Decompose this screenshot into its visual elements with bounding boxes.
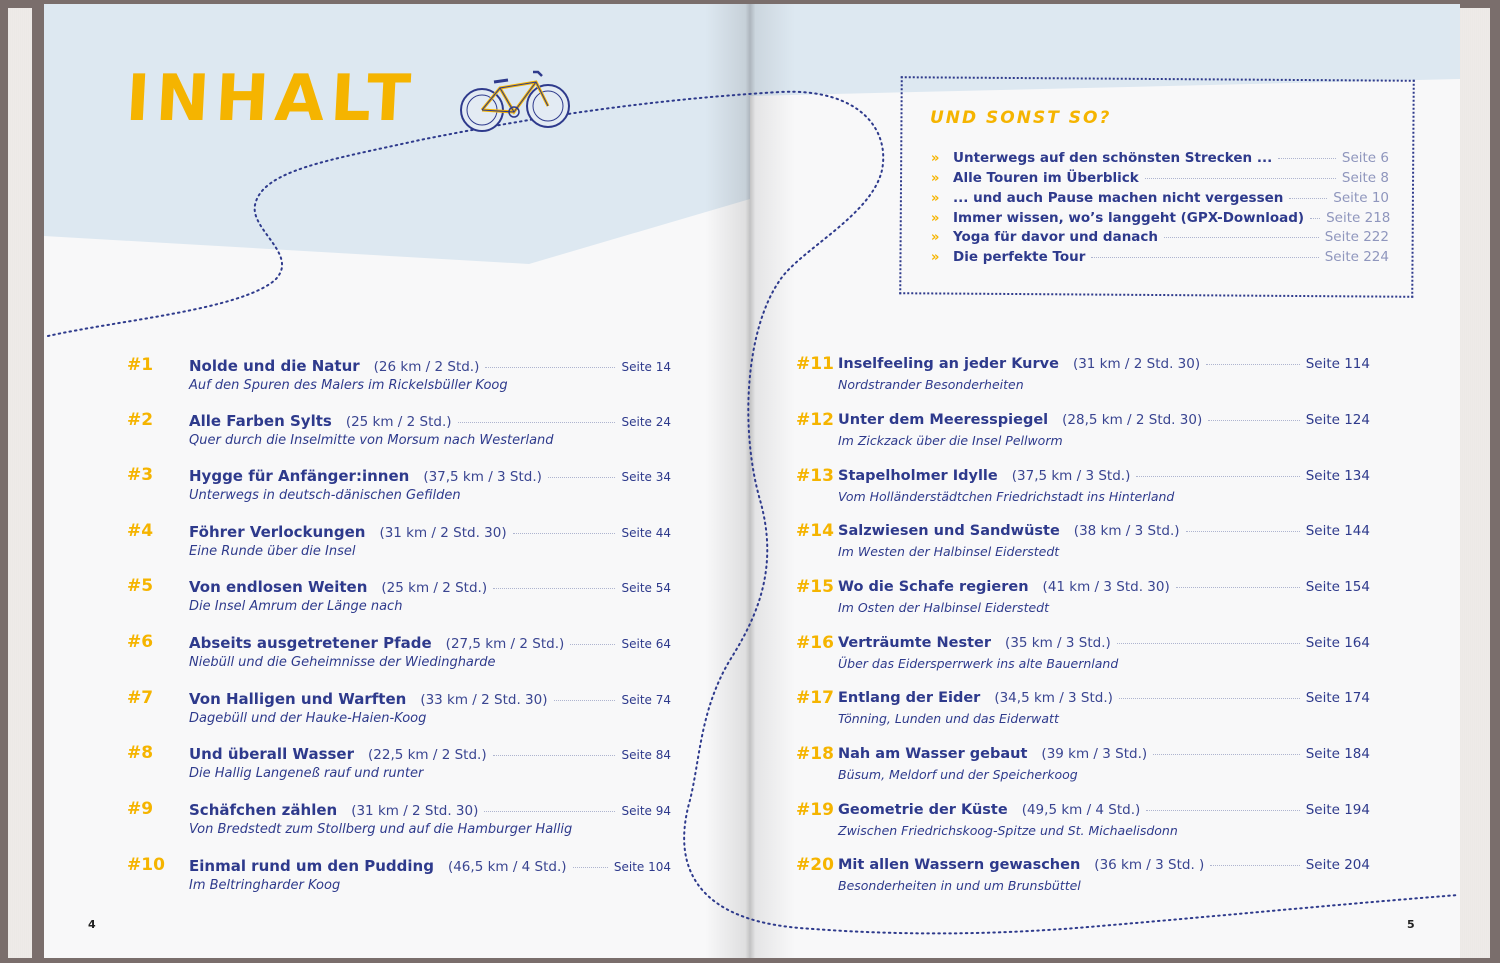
dot-leader (1289, 198, 1327, 199)
tour-meta: (31 km / 2 Std. 30) (379, 525, 507, 541)
tour-subtitle: Im Westen der Halbinsel Eiderstedt (838, 544, 1060, 559)
tour-entry[interactable] (796, 523, 1372, 567)
tour-entry[interactable] (796, 356, 1372, 400)
tour-entry[interactable] (796, 412, 1372, 456)
page-number-left: 4 (88, 918, 96, 931)
dot-leader (1153, 754, 1300, 755)
tour-page: Seite 164 (1305, 635, 1370, 651)
tour-entry[interactable] (796, 635, 1372, 679)
dot-leader (1164, 237, 1319, 238)
tour-subtitle: Im Beltringharder Koog (189, 878, 341, 893)
page-title: INHALT (124, 62, 419, 136)
extras-item-page: Seite 8 (1341, 170, 1389, 186)
page-edge-left (8, 8, 32, 958)
tour-meta: (28,5 km / 2 Std. 30) (1062, 412, 1203, 428)
dot-leader (1210, 865, 1299, 866)
tour-meta: (37,5 km / 3 Std.) (1011, 468, 1131, 484)
tour-entry[interactable] (796, 802, 1372, 846)
tour-title: Und überall Wasser (189, 745, 354, 763)
tour-page: Seite 184 (1305, 746, 1370, 762)
tour-page: Seite 34 (621, 470, 671, 484)
tour-subtitle: Besonderheiten in und um Brunsbüttel (838, 878, 1081, 893)
tour-title: Entlang der Eider (838, 690, 981, 706)
tour-number: #3 (127, 465, 154, 485)
dot-leader (1136, 476, 1299, 477)
tour-subtitle: Niebüll und die Geheimnisse der Wiedingharde (189, 655, 496, 670)
tour-page: Seite 174 (1305, 690, 1370, 706)
tour-title: Abseits ausgetretener Pfade (189, 634, 432, 652)
tour-meta: (39 km / 3 Std.) (1041, 746, 1148, 762)
tour-subtitle: Auf den Spuren des Malers im Rickelsbüller Koog (189, 378, 508, 393)
double-chevron-icon: » (931, 171, 940, 186)
tour-entry[interactable] (796, 746, 1372, 790)
tour-subtitle: Eine Runde über die Insel (189, 544, 356, 559)
dot-leader (570, 644, 615, 645)
dot-leader (485, 367, 615, 368)
tour-meta: (49,5 km / 4 Std.) (1021, 802, 1141, 818)
tour-number: #5 (127, 576, 154, 596)
tour-meta: (41 km / 3 Std. 30) (1042, 579, 1170, 595)
tour-meta: (34,5 km / 3 Std.) (994, 690, 1113, 706)
tour-entry[interactable] (127, 357, 677, 401)
tour-subtitle: Die Hallig Langeneß rauf und runter (189, 766, 424, 781)
extras-item[interactable] (931, 249, 1389, 269)
tour-entry[interactable] (127, 412, 677, 456)
tour-subtitle: Nordstrander Besonderheiten (838, 377, 1024, 392)
tour-page: Seite 204 (1305, 857, 1370, 873)
tour-title: Einmal rund um den Pudding (189, 857, 434, 875)
tour-number: #12 (796, 410, 834, 430)
double-chevron-icon: » (931, 230, 940, 245)
tour-number: #14 (796, 521, 834, 541)
tour-meta: (36 km / 3 Std. ) (1094, 857, 1205, 873)
tour-subtitle: Vom Holländerstädtchen Friedrichstadt ins Hinterland (838, 489, 1175, 504)
tour-number: #4 (127, 521, 154, 541)
extras-item[interactable] (931, 150, 1389, 170)
tour-meta: (37,5 km / 3 Std.) (423, 469, 542, 485)
dot-leader (548, 477, 616, 478)
tour-number: #16 (796, 633, 834, 653)
tour-subtitle: Quer durch die Inselmitte von Morsum nach Westerland (189, 433, 554, 448)
tour-number: #20 (796, 855, 834, 875)
dot-leader (493, 588, 615, 589)
tour-page: Seite 64 (621, 637, 671, 651)
tour-page: Seite 144 (1305, 523, 1370, 539)
tour-entry[interactable] (127, 578, 677, 622)
tour-subtitle: Zwischen Friedrichskoog-Spitze und St. Michaelisdonn (838, 823, 1178, 838)
tour-subtitle: Die Insel Amrum der Länge nach (189, 599, 403, 614)
tour-title: Schäfchen zählen (189, 801, 338, 819)
dot-leader (554, 700, 616, 701)
tour-number: #1 (127, 355, 154, 375)
tour-title: Inselfeeling an jeder Kurve (838, 356, 1059, 372)
dot-leader (573, 867, 608, 868)
extras-item[interactable] (931, 210, 1389, 230)
extras-title: UND SONST SO? (930, 108, 1112, 128)
extras-item[interactable] (931, 170, 1389, 190)
tour-subtitle: Von Bredstedt zum Stollberg und auf die Hamburger Hallig (189, 822, 573, 837)
tour-number: #10 (127, 855, 165, 875)
tour-meta: (27,5 km / 2 Std.) (445, 636, 565, 652)
tour-page: Seite 114 (1305, 356, 1370, 372)
tour-number: #15 (796, 577, 834, 597)
extras-item-label: Unterwegs auf den schönsten Strecken ... (953, 150, 1273, 166)
tour-meta: (35 km / 3 Std.) (1005, 635, 1111, 651)
header-band-left (44, 4, 750, 274)
tour-number: #9 (127, 799, 154, 819)
dot-leader (1145, 178, 1336, 179)
tour-entry[interactable] (127, 523, 677, 567)
tour-page: Seite 94 (621, 804, 671, 818)
tour-subtitle: Im Osten der Halbinsel Eiderstedt (838, 600, 1049, 615)
tour-title: Alle Farben Sylts (189, 412, 332, 430)
tour-page: Seite 54 (621, 581, 671, 595)
dot-leader (1146, 810, 1299, 811)
dot-leader (1117, 643, 1300, 644)
tour-title: Nolde und die Natur (189, 357, 360, 375)
tour-number: #18 (796, 744, 834, 764)
tour-title: Unter dem Meeresspiegel (838, 412, 1049, 428)
tour-entry[interactable] (127, 801, 677, 845)
extras-item-label: Immer wissen, wo’s langgeht (GPX-Download) (953, 210, 1305, 226)
tour-title: Salzwiesen und Sandwüste (838, 523, 1060, 539)
dot-leader (484, 811, 615, 812)
extras-item-page: Seite 218 (1326, 210, 1391, 226)
tour-entry[interactable] (127, 690, 677, 734)
tour-meta: (25 km / 2 Std.) (381, 580, 488, 596)
tour-entry[interactable] (796, 690, 1372, 734)
tour-meta: (25 km / 2 Std.) (345, 414, 452, 430)
dot-leader (1310, 218, 1320, 219)
double-chevron-icon: » (931, 211, 940, 226)
tour-subtitle: Über das Eidersperrwerk ins alte Bauernland (838, 656, 1119, 671)
tour-title: Nah am Wasser gebaut (838, 746, 1028, 762)
extras-item[interactable] (931, 190, 1389, 210)
double-chevron-icon: » (931, 250, 940, 265)
tour-entry[interactable] (127, 857, 677, 901)
dot-leader (513, 533, 616, 534)
dot-leader (1208, 420, 1299, 421)
tour-page: Seite 104 (613, 860, 671, 874)
tour-subtitle: Dagebüll und der Hauke-Haien-Koog (189, 711, 427, 726)
page-edge-right (1460, 8, 1490, 958)
tour-subtitle: Büsum, Meldorf und der Speicherkoog (838, 767, 1078, 782)
tour-page: Seite 124 (1305, 412, 1370, 428)
extras-item-label: Yoga für davor und danach (953, 229, 1159, 245)
dot-leader (1119, 698, 1300, 699)
tour-number: #19 (796, 800, 834, 820)
page-number-right: 5 (1407, 918, 1415, 931)
tour-number: #2 (127, 410, 154, 430)
dot-leader (1091, 257, 1318, 258)
tour-title: Hygge für Anfänger:innen (189, 467, 410, 485)
extras-item-page: Seite 6 (1341, 150, 1389, 166)
tour-page: Seite 24 (621, 415, 671, 429)
tour-number: #13 (796, 466, 834, 486)
extras-item-label: Die perfekte Tour (953, 249, 1086, 265)
tour-entry[interactable] (127, 745, 677, 789)
tour-page: Seite 84 (621, 748, 671, 762)
tour-entry[interactable] (796, 468, 1372, 512)
tour-meta: (38 km / 3 Std.) (1073, 523, 1180, 539)
dot-leader (1186, 531, 1300, 532)
tour-page: Seite 14 (621, 360, 671, 374)
extras-item-page: Seite 10 (1333, 190, 1389, 206)
extras-item-page: Seite 224 (1324, 249, 1389, 265)
tour-meta: (31 km / 2 Std. 30) (1072, 356, 1201, 372)
tour-number: #11 (796, 354, 834, 374)
tour-meta: (22,5 km / 2 Std.) (368, 747, 487, 763)
extras-item[interactable] (931, 229, 1389, 249)
tour-title: Föhrer Verlockungen (189, 523, 366, 541)
tour-page: Seite 134 (1305, 468, 1370, 484)
tour-meta: (31 km / 2 Std. 30) (351, 803, 479, 819)
tour-title: Wo die Schafe regieren (838, 579, 1029, 595)
tour-number: #6 (127, 632, 154, 652)
tour-title: Verträumte Nester (838, 635, 992, 651)
tour-subtitle: Tönning, Lunden und das Eiderwatt (838, 711, 1059, 726)
tour-subtitle: Unterwegs in deutsch-dänischen Gefilden (189, 488, 461, 503)
tour-page: Seite 154 (1305, 579, 1370, 595)
tour-entry[interactable] (796, 857, 1372, 901)
tour-number: #7 (127, 688, 154, 708)
tour-number: #17 (796, 688, 834, 708)
tour-title: Von endlosen Weiten (189, 578, 368, 596)
bicycle-icon (458, 66, 574, 138)
tour-title: Von Halligen und Warften (189, 690, 407, 708)
tour-entry[interactable] (127, 467, 677, 511)
dot-leader (1206, 364, 1300, 365)
extras-item-page: Seite 222 (1324, 229, 1389, 245)
tour-page: Seite 194 (1305, 802, 1370, 818)
dot-leader (1278, 158, 1336, 159)
tour-title: Geometrie der Küste (838, 802, 1008, 818)
tour-title: Stapelholmer Idylle (838, 468, 998, 484)
tour-number: #8 (127, 743, 154, 763)
double-chevron-icon: » (931, 191, 940, 206)
dot-leader (458, 422, 616, 423)
tour-title: Mit allen Wassern gewaschen (838, 857, 1081, 873)
tour-entry[interactable] (796, 579, 1372, 623)
dot-leader (493, 755, 616, 756)
tour-page: Seite 74 (621, 693, 671, 707)
tour-subtitle: Im Zickzack über die Insel Pellworm (838, 433, 1063, 448)
dot-leader (1176, 587, 1300, 588)
extras-item-label: ... und auch Pause machen nicht vergessen (953, 190, 1284, 206)
tour-page: Seite 44 (621, 526, 671, 540)
double-chevron-icon: » (931, 151, 940, 166)
tour-meta: (46,5 km / 4 Std.) (447, 859, 567, 875)
tour-entry[interactable] (127, 634, 677, 678)
extras-item-label: Alle Touren im Überblick (953, 170, 1139, 186)
tour-meta: (33 km / 2 Std. 30) (420, 692, 548, 708)
tour-meta: (26 km / 2 Std.) (373, 359, 480, 375)
